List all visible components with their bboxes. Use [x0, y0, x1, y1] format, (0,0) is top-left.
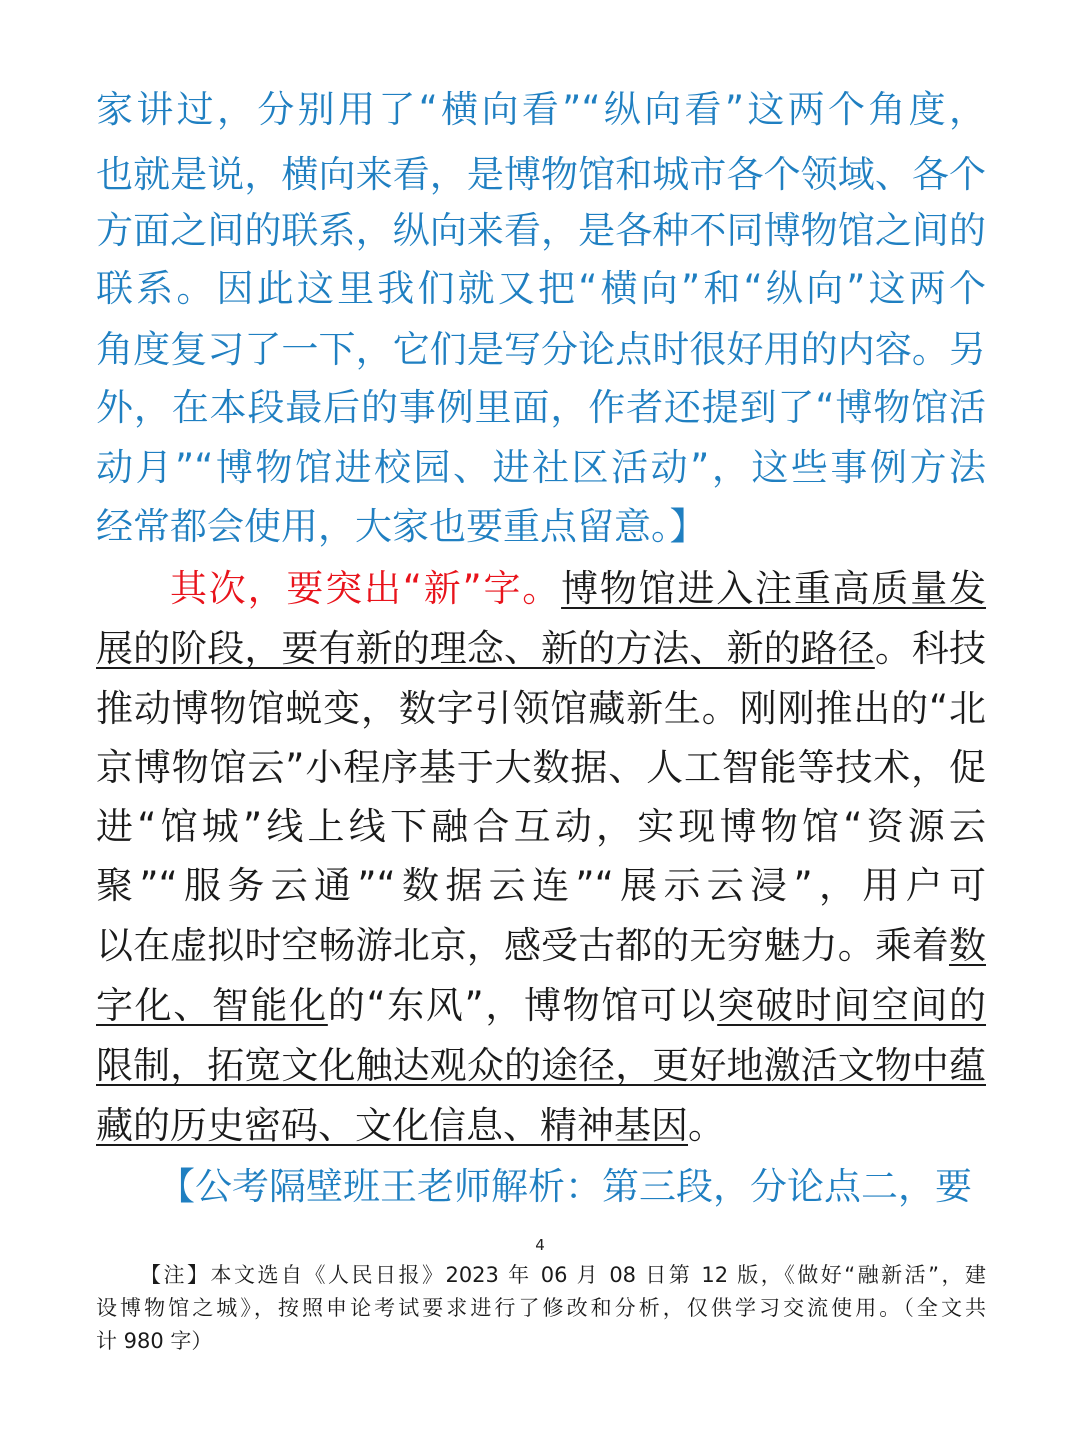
body-line	[96, 1096, 986, 1156]
analysis-line: 也就是说，横向来看，是博物馆和城市各个领域、各个	[96, 153, 986, 196]
underlined-text: 突破时间空间的	[717, 984, 987, 1027]
underlined-text: 限制，拓宽文化触达观众的途径，更好地激活文物中蕴	[96, 1044, 986, 1087]
analysis-line: 角度复习了一下，它们是写分论点时很好用的内容。另	[96, 328, 986, 371]
analysis-line: 外，在本段最后的事例里面，作者还提到了“博物馆活	[96, 386, 986, 429]
footnote-line: 【注】本文选自《人民日报》2023 年 06 月 08 日第 12 版，《做好“融新活”，建	[140, 1263, 986, 1287]
page-number: 4	[535, 1236, 545, 1254]
analysis-line: 家讲过，分别用了“横向看”“纵向看”这两个角度，	[96, 88, 986, 131]
section-heading: 其次，要突出“新”字。	[170, 567, 562, 610]
body-text: 以在虚拟时空畅游北京，感受古都的无穷魅力。乘着	[96, 924, 949, 967]
body-line	[96, 976, 986, 1036]
body-text: 。科技	[874, 627, 987, 670]
body-line: 京博物馆云”小程序基于大数据、人工智能等技术，促	[96, 746, 986, 789]
body-text: 。	[688, 1104, 725, 1147]
analysis-line: 动月”“博物馆进校园、进社区活动”，这些事例方法	[96, 446, 986, 489]
body-line: 进“馆城”线上线下融合互动，实现博物馆“资源云	[96, 805, 986, 848]
body-line: 聚”“服务云通”“数据云连”“展示云浸”，用户可	[96, 864, 986, 907]
underlined-text: 字化、智能化	[96, 984, 328, 1027]
body-line: 推动博物馆蜕变，数字引领馆藏新生。刚刚推出的“北	[96, 687, 986, 730]
analysis-line: 经常都会使用，大家也要重点留意。】	[96, 505, 707, 548]
underlined-text: 展的阶段，要有新的理念、新的方法、新的路径	[96, 627, 875, 670]
analysis-line: 【公考隔壁班王老师解析：第三段，分论点二，要	[158, 1165, 972, 1208]
body-line	[96, 1036, 986, 1096]
underlined-text: 数	[949, 924, 986, 967]
body-line	[96, 916, 986, 976]
analysis-line: 方面之间的联系，纵向来看，是各种不同博物馆之间的	[96, 209, 986, 252]
analysis-line: 联系。因此这里我们就又把“横向”和“纵向”这两个	[96, 267, 986, 310]
footnote-line: 设博物馆之城》，按照申论考试要求进行了修改和分析，仅供学习交流使用。（全文共	[96, 1296, 986, 1320]
underlined-text: 藏的历史密码、文化信息、精神基因	[96, 1104, 688, 1147]
body-line	[170, 559, 986, 619]
body-text: 的“东风”，博物馆可以	[327, 984, 718, 1027]
footnote-line: 计 980 字）	[96, 1329, 213, 1353]
body-line	[96, 619, 986, 679]
underlined-text: 博物馆进入注重高质量发	[561, 567, 986, 610]
